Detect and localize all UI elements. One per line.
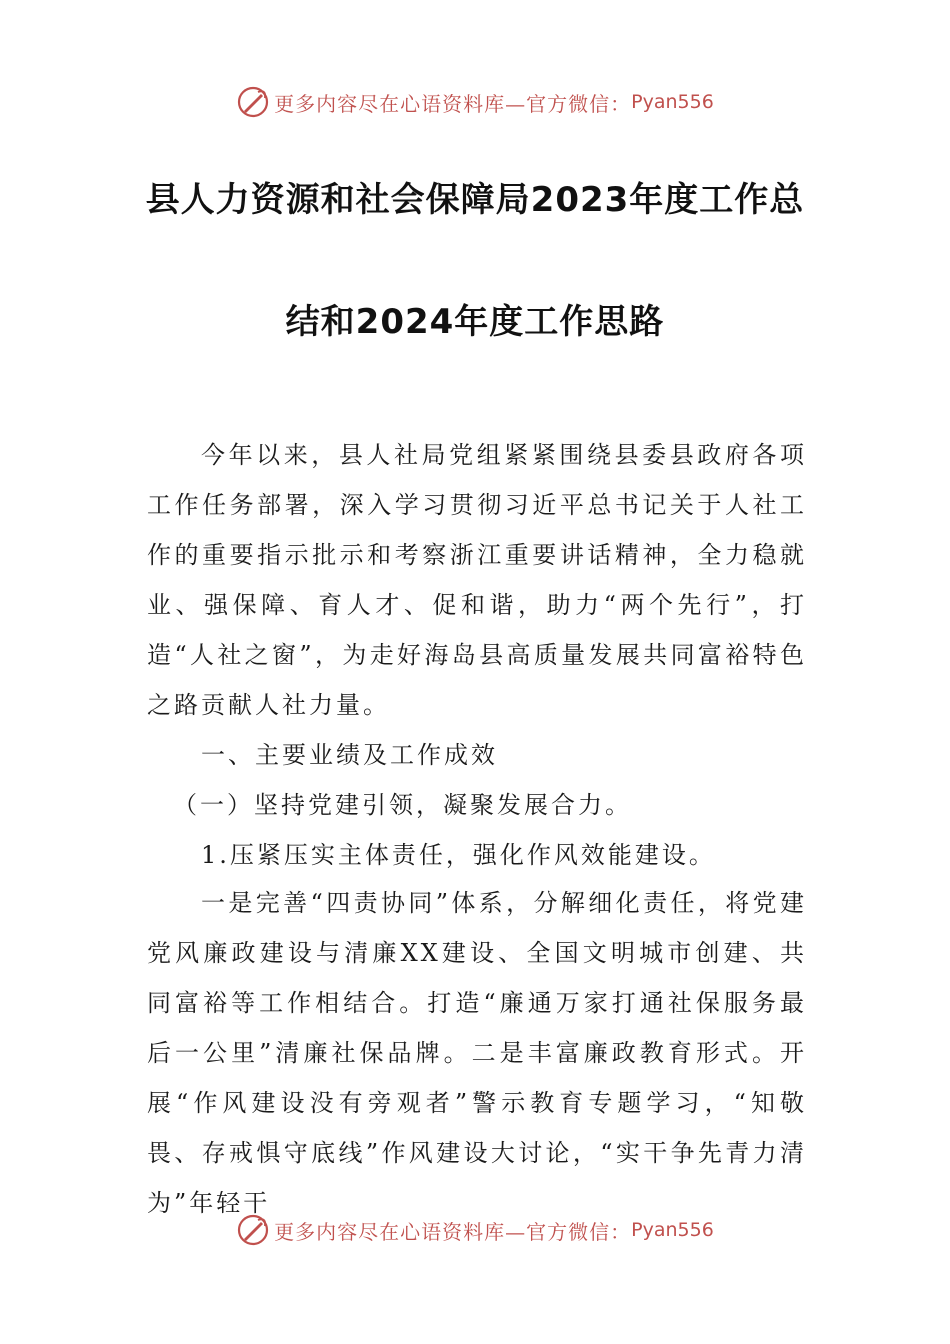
watermark-footer (0, 1210, 950, 1250)
document-title-line-2: 结和2024年度工作思路 (285, 302, 665, 342)
watermark-text: 更多内容尽在心语资料库—官方微信： (274, 91, 632, 116)
watermark-account: Pyan556 (631, 1219, 714, 1241)
section-heading: 一、主要业绩及工作成效 (201, 741, 498, 769)
item-paragraph: 一是完善“四责协同”体系，分解细化责任，将党建党风廉政建设与清廉XX建设、全国文明城市创建、共同富裕等工作相结合。打造“廉通万家打通社保服务最后一公里”清廉社保品牌。二是丰富廉政教育形式。开展“作风建设没有旁观者”警示教育专题学习，“知敬畏、存戒惧守底线”作风建设大讨论，“实干争先青力清为”年轻干 (147, 889, 807, 1217)
watermark-account: Pyan556 (631, 91, 714, 113)
subsection-heading: （一）坚持党建引领，凝聚发展合力。 (173, 791, 632, 819)
quill-logo-icon (236, 85, 270, 119)
item-heading: 1.压紧压实主体责任，强化作风效能建设。 (201, 841, 716, 869)
watermark-header (0, 82, 950, 122)
quill-logo-icon (236, 1213, 270, 1247)
document-title-line-1: 县人力资源和社会保障局2023年度工作总 (145, 180, 805, 220)
intro-paragraph: 今年以来，县人社局党组紧紧围绕县委县政府各项工作任务部署，深入学习贯彻习近平总书记关于人社工作的重要指示批示和考察浙江重要讲话精神，全力稳就业、强保障、育人才、促和谐，助力“两个先行”，打造“人社之窗”，为走好海岛县高质量发展共同富裕特色之路贡献人社力量。 (147, 441, 807, 719)
watermark-text: 更多内容尽在心语资料库—官方微信： (274, 1219, 632, 1244)
